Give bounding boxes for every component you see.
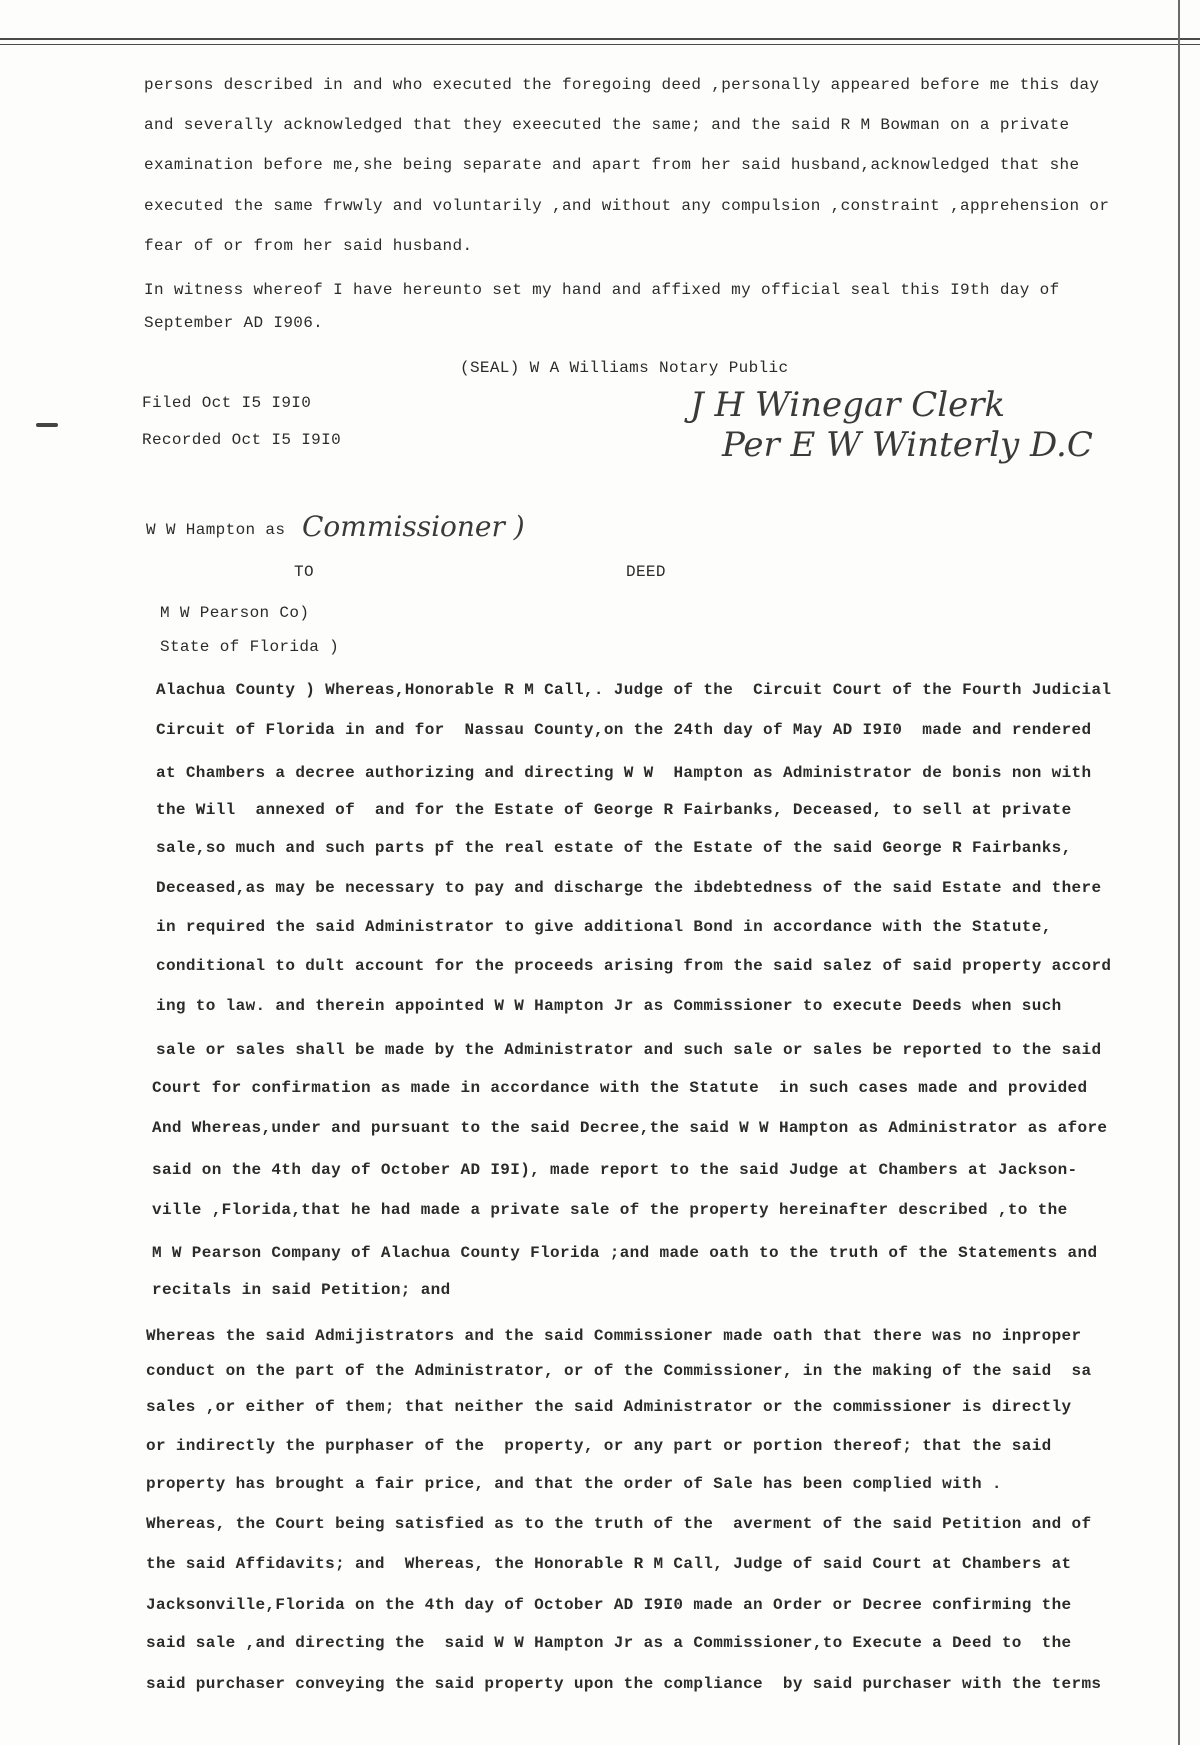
to-label: TO [294,563,314,581]
body-line-12: And Whereas,under and pursuant to the said Decree,the said W W Hampton as Administrator as afore [152,1119,1108,1137]
body-line-22: Whereas, the Court being satisfied as to the truth of the averment of the said Petition and of [146,1515,1092,1533]
body-line-17: Whereas the said Admijistrators and the said Commissioner made oath that there was no inproper [146,1327,1082,1345]
body-line-21: property has brought a fair price, and that the order of Sale has been complied with . [146,1475,1002,1493]
body-line-6: Deceased,as may be necessary to pay and discharge the ibdebtedness of the said Estate and there [156,879,1102,897]
body-line-3: at Chambers a decree authorizing and directing W W Hampton as Administrator de bonis non with [156,764,1092,782]
body-line-9: ing to law. and therein appointed W W Hampton Jr as Commissioner to execute Deeds when such [156,997,1062,1015]
deputy-clerk-signature: Per E W Winterly D.C [722,425,1093,465]
recorded-date: Recorded Oct I5 I9I0 [142,431,342,449]
body-line-16: recitals in said Petition; and [152,1281,451,1299]
ack-line-2: and severally acknowledged that they exeecuted the same; and the said R M Bowman on a private [144,116,1070,134]
filed-date: Filed Oct I5 I9I0 [142,394,312,412]
deed-label: DEED [626,563,666,581]
body-line-1: Alachua County ) Whereas,Honorable R M Call,. Judge of the Circuit Court of the Fourth Judicial [156,681,1112,699]
margin-mark [36,423,58,427]
body-line-11: Court for confirmation as made in accordance with the Statute in such cases made and provided [152,1079,1088,1097]
body-line-23: the said Affidavits; and Whereas, the Honorable R M Call, Judge of said Court at Chambers at [146,1555,1072,1573]
grantee-name: M W Pearson Co) [160,604,310,622]
body-line-5: sale,so much and such parts pf the real estate of the Estate of the said George R Fairbanks, [156,839,1072,857]
body-line-18: conduct on the part of the Administrator, or of the Commissioner, in the making of the said sa [146,1362,1092,1380]
body-line-10: sale or sales shall be made by the Administrator and such sale or sales be reported to the said [156,1041,1102,1059]
body-line-13: said on the 4th day of October AD I9I), made report to the said Judge at Chambers at Jackson- [152,1161,1078,1179]
top-rule [0,38,1200,40]
witness-line-2: September AD I906. [144,314,324,332]
ack-line-4: executed the same frwwly and voluntarily ,and without any compulsion ,constraint ,apprehension or [144,197,1110,215]
notary-seal-line: (SEAL) W A Williams Notary Public [460,359,789,377]
grantor-name: W W Hampton as [146,521,286,539]
body-line-4: the Will annexed of and for the Estate of George R Fairbanks, Deceased, to sell at private [156,801,1072,819]
grantor-title-handwritten: Commissioner ) [302,510,525,543]
body-line-19: sales ,or either of them; that neither the said Administrator or the commissioner is directly [146,1398,1072,1416]
body-line-14: ville ,Florida,that he had made a private sale of the property hereinafter described ,to the [152,1201,1068,1219]
body-line-7: in required the said Administrator to give additional Bond in accordance with the Statute, [156,918,1052,936]
state-caption: State of Florida ) [160,638,340,656]
ack-line-1: persons described in and who executed the foregoing deed ,personally appeared before me this day [144,76,1100,94]
body-line-15: M W Pearson Company of Alachua County Florida ;and made oath to the truth of the Statements and [152,1244,1098,1262]
top-rule-inner [0,44,1200,45]
clerk-signature: J H Winegar Clerk [690,385,1006,425]
body-line-8: conditional to dult account for the proceeds arising from the said salez of said property accord [156,957,1112,975]
body-line-2: Circuit of Florida in and for Nassau County,on the 24th day of May AD I9I0 made and rendered [156,721,1092,739]
page-edge [1178,0,1180,1745]
body-line-20: or indirectly the purphaser of the property, or any part or portion thereof; that the said [146,1437,1052,1455]
ack-line-3: examination before me,she being separate and apart from her said husband,acknowledged that she [144,156,1080,174]
ack-line-5: fear of or from her said husband. [144,237,473,255]
witness-line-1: In witness whereof I have hereunto set my hand and affixed my official seal this I9th day of [144,281,1060,299]
body-line-25: said sale ,and directing the said W W Hampton Jr as a Commissioner,to Execute a Deed to the [146,1634,1072,1652]
body-line-24: Jacksonville,Florida on the 4th day of October AD I9I0 made an Order or Decree confirming the [146,1596,1072,1614]
body-line-26: said purchaser conveying the said property upon the compliance by said purchaser with the terms [146,1675,1102,1693]
